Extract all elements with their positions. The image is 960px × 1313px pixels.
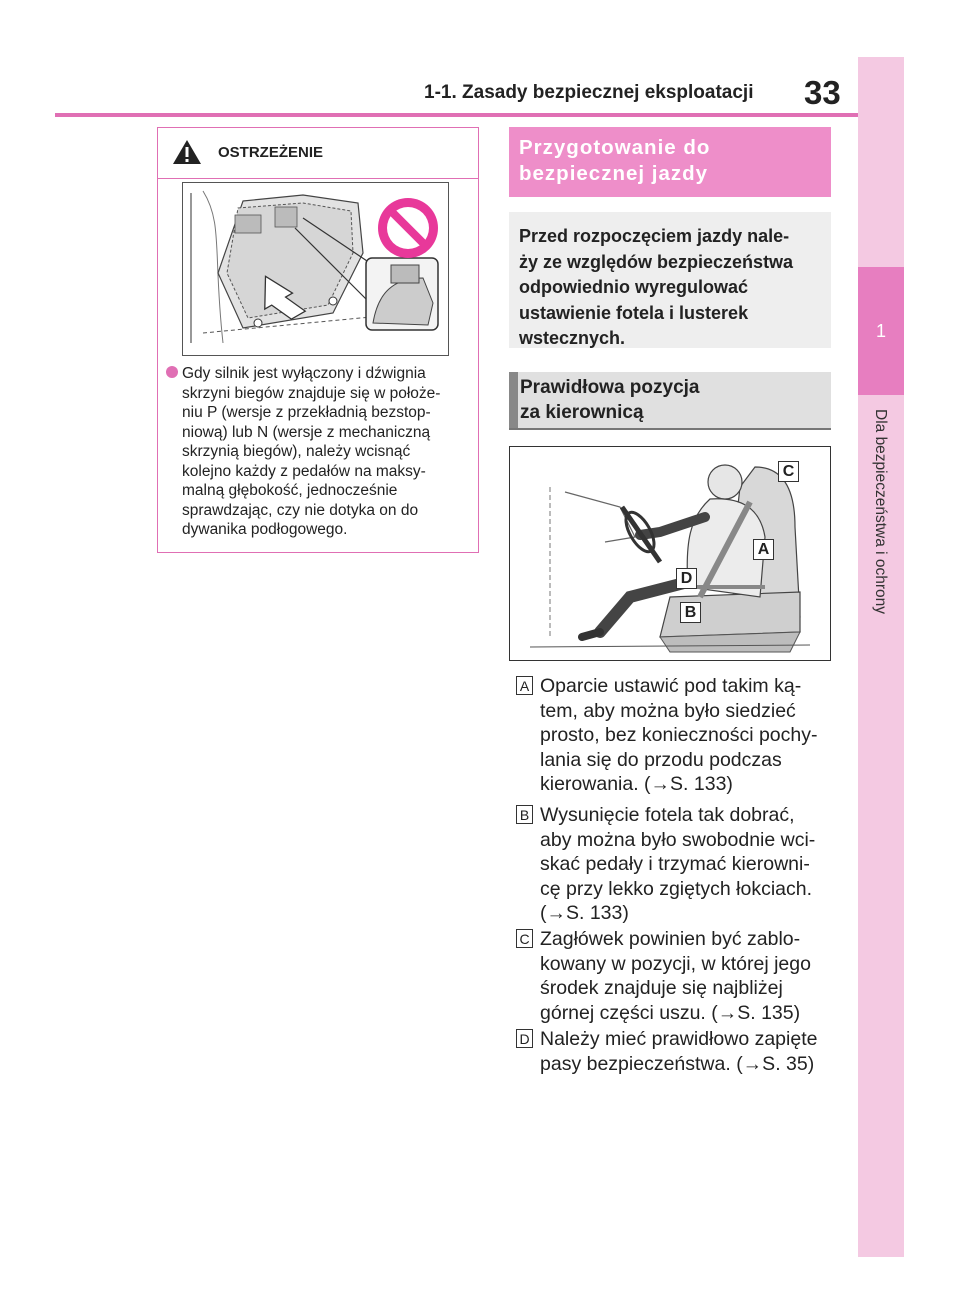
- warning-box: [157, 127, 479, 553]
- warning-line: dywanika podłogowego.: [182, 521, 348, 538]
- page-number: 33: [804, 74, 841, 111]
- item-line: górnej części uszu. (→S. 135): [540, 1001, 801, 1024]
- warning-header: [158, 128, 478, 179]
- warning-line: sprawdzając, czy nie dotyka on do: [182, 501, 419, 519]
- intro-line: ży ze względów bezpieczeństwa: [519, 251, 794, 272]
- item-line: Zagłówek powinien być zablo-: [540, 928, 801, 950]
- item-line: (→S. 133): [540, 902, 629, 924]
- item-line: skać pedały i trzymać kierowni-: [540, 853, 810, 875]
- warning-title: OSTRZEŻENIE: [218, 144, 324, 161]
- figure-mark-d: D: [676, 568, 697, 589]
- running-header: 1-1. Zasady bezpiecznej eksploatacji: [424, 82, 754, 103]
- item-line: Wysunięcie fotela tak dobrać,: [540, 804, 795, 826]
- warning-line: niu P (wersje z przekładnią bezstop-: [182, 404, 431, 421]
- item-label: B: [516, 805, 533, 824]
- intro-line: wstecznych.: [519, 328, 626, 348]
- warning-line: niową) lub N (wersje z mechaniczną: [182, 423, 431, 441]
- item-line: Oparcie ustawić pod takim ką-: [540, 675, 802, 697]
- chapter-label-text: Dla bezpieczeństwa i ochrony: [872, 409, 889, 615]
- figure-mark-b: B: [680, 602, 701, 623]
- item-line: lania się do przodu podczas: [540, 748, 782, 771]
- section-heading-line: bezpiecznej jazdy: [519, 162, 709, 185]
- warning-triangle-icon: [172, 139, 202, 165]
- subsection-heading-line: za kierownicą: [520, 401, 644, 423]
- item-line: cę przy lekko zgiętych łokciach.: [540, 877, 813, 900]
- bullet-dot-icon: [166, 366, 178, 378]
- floor-mat-illustration: [182, 182, 449, 356]
- warning-line: Gdy silnik jest wyłączony i dźwignia: [182, 365, 426, 382]
- section-heading-preparation: [509, 127, 831, 197]
- intro-line: odpowiednio wyregulować: [519, 277, 749, 297]
- figure-mark-c: C: [778, 461, 799, 482]
- item-line: kowany w pozycji, w której jego: [540, 952, 811, 975]
- item-line: Należy mieć prawidłowo zapięte: [540, 1028, 818, 1050]
- intro-line: Przed rozpoczęciem jazdy nale-: [519, 226, 790, 246]
- item-line: środek znajduje się najbliżej: [540, 977, 783, 999]
- item-label: C: [516, 929, 533, 948]
- warning-line: kolejno każdy z pedałów na maksy-: [182, 462, 426, 480]
- item-line: kierowania. (→S. 133): [540, 773, 733, 795]
- header-rule: [55, 113, 858, 117]
- section-heading-line: Przygotowanie do: [519, 136, 711, 159]
- item-label: A: [516, 676, 533, 695]
- intro-line: ustawienie fotela i lusterek: [519, 302, 749, 323]
- warning-line: skrzyni biegów znajduje się w położe-: [182, 384, 441, 402]
- chapter-label: [858, 409, 904, 709]
- figure-mark-a: A: [753, 539, 774, 560]
- heading-bar: [509, 372, 518, 428]
- subsection-heading-driving-position: [509, 372, 831, 430]
- item-label: D: [516, 1029, 533, 1048]
- item-line: pasy bezpieczeństwa. (→S. 35): [540, 1052, 815, 1075]
- warning-line: malną głębokość, jednocześnie: [182, 482, 398, 499]
- intro-box: [509, 212, 831, 348]
- item-line: aby można było swobodnie wci-: [540, 828, 816, 851]
- item-line: tem, aby można było siedzieć: [540, 699, 796, 722]
- warning-bullet: [166, 364, 466, 540]
- driving-position-illustration: [509, 446, 831, 661]
- chapter-number: 1: [858, 267, 904, 395]
- subsection-heading-line: Prawidłowa pozycja: [520, 377, 700, 398]
- item-line: prosto, bez konieczności pochy-: [540, 724, 818, 746]
- chapter-side-tab: [858, 57, 904, 1257]
- floor-mat-drawing: [183, 183, 448, 355]
- warning-line: skrzynią biegów), należy wcisnąć: [182, 443, 411, 460]
